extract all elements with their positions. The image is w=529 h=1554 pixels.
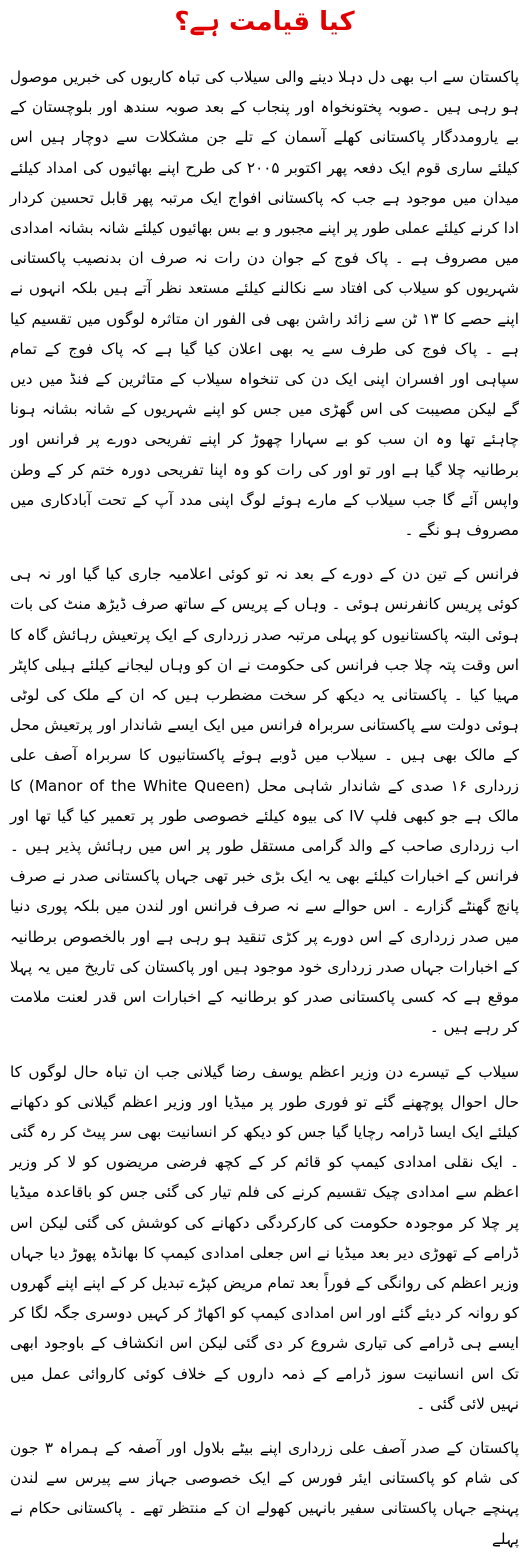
article-paragraph-2: فرانس کے تین دن کے دورے کے بعد نہ تو کوئی اعلامیہ جاری کیا گیا اور نہ ہی کوئی پریس کانفرنس ہوئی ۔ وہاں کے پریس کے ساتھ صرف ڈیڑھ منٹ کی بات ہوئی البتہ پاکستانیوں کو پہلی مرتبہ صدر زرداری کے ایک پرتعیش رہائش گاہ کا اس وقت پتہ چلا جب فرانس کی حکومت نے ان کو وہاں لیجانے کیلئے ہیلی کاپٹر مہیا کیا ۔ پاکستانی یہ دیکھ کر سخت مضطرب ہیں کہ ان کے ملک کی لوٹی ہوئی دولت سے پاکستانی سربراہ فرانس میں ایک ایسے شاندار اور پرتعیش محل کے مالک بھی ہیں ۔ سیلاب میں ڈوبے ہوئے پاکستانیوں کا سربراہ آصف علی زرداری ۱۶ صدی کے شاندار شاہی محل (Manor of the White Queen) کا مالک ہے جو کبھی فلپ IV کی بیوہ کیلئے خصوصی طور پر تعمیر کیا گیا تھا اور اب زرداری صاحب کے والد گرامی مستقل طور پر اس میں رہائش پذیر ہیں ۔ فرانس کے اخبارات کیلئے بھی یہ ایک بڑی خبر تھی جہاں پاکستانی صدر نے صرف پانچ گھنٹے گزارے ۔ اس حوالے سے نہ صرف فرانس اور لندن میں بلکہ پوری دنیا میں صدر زرداری کے اس دورے پر کڑی تنقید ہو رہی ہے اور بالخصوص برطانیہ کے اخبارات جہاں صدر زرداری خود موجود ہیں اور پاکستان کی تاریخ میں یہ پہلا موقع ہے کہ کسی پاکستانی صدر کو برطانیہ کے اخبارات اس قدر لعنت ملامت کر رہے ہیں ۔ [10, 565, 519, 1037]
article-paragraph-1: پاکستان سے اب بھی دل دہلا دینے والی سیلاب کی تباہ کاریوں کی خبریں موصول ہو رہی ہیں ۔صوبہ پختونخواہ اور پنجاب کے بعد صوبہ سندھ اور بلوچستان کے بے یارومددگار پاکستانی کھلے آسمان کے تلے جن مشکلات سے دوچار ہیں اس کیلئے ساری قوم ایک دفعہ پھر اکتوبر ۲۰۰۵ کی طرح اپنے بھائیوں کی امداد کیلئے میدان میں موجود ہے جب کہ پاکستانی افواج ایک مرتبہ پھر قابل تحسین کردار ادا کرنے کیلئے عملی طور پر اپنے مجبور و بے بس بھائیوں کیلئے شانہ بشانہ امدادی میں مصروف ہے ۔ پاک فوج کے جوان دن رات نہ صرف ان بدنصیب پاکستانی شہریوں کو سیلاب کی افتاد سے نکالنے کیلئے مستعد نظر آتے ہیں بلکہ انہوں نے اپنے حصے کا ۱۳ ٹن سے زائد راشن بھی فی الفور ان متاثرہ لوگوں میں تقسیم کیا ہے ۔ پاک فوج کی طرف سے یہ بھی اعلان کیا گیا ہے کہ پاک فوج کے تمام سپاہی اور افسران اپنی ایک دن کی تنخواہ سیلاب کے متاثرین کے فنڈ میں دیں گے لیکن مصیبت کی اس گھڑی میں جس کو اپنے شہریوں کے شانہ بشانہ ہونا چاہئے تھا وہ ان سب کو بے سہارا چھوڑ کر اپنے تفریحی دورے پر فرانس اور برطانیہ چلا گیا ہے اور تو اور کی رات کو وہ اپنا تفریحی دورہ ختم کر کے وطن واپس آئے گا جب سیلاب کے مارے ہوئے لوگ اپنی مدد آپ کے تحت آبادکاری میں مصروف ہو نگے ۔ [10, 68, 519, 540]
article-paragraph-4: پاکستان کے صدر آصف علی زرداری اپنے بیٹے بلاول اور آصفہ کے ہمراہ ۳ جون کی شام کو پاکستانی ایئر فورس کے ایک خصوصی جہاز سے پیرس سے لندن پہنچے جہاں پاکستانی سفیر بانہیں کھولے ان کے منتظر تھے ۔ پاکستانی حکام نے پہلے [10, 1438, 519, 1548]
article-paragraph-3: سیلاب کے تیسرے دن وزیر اعظم یوسف رضا گیلانی جب ان تباہ حال لوگوں کا حال احوال پوچھنے گئے تو فوری طور پر میڈیا اور وزیر اعظم گیلانی کو دکھانے کیلئے ایک ایسا ڈرامہ رچایا گیا جس کو دیکھ کر انسانیت بھی سر پیٹ کر رہ گئی ۔ ایک نقلی امدادی کیمپ کو قائم کر کے کچھ فرضی مریضوں کو لا کر وزیر اعظم سے امدادی چیک تقسیم کرنے کی فلم تیار کی گئی جس کو باقاعدہ میڈیا پر چلا کر موجودہ حکومت کی کارکردگی دکھانے کی کوشش کی گئی لیکن اس ڈرامے کے تھوڑی دیر بعد میڈیا نے اس جعلی امدادی کیمپ کا بھانڈہ پھوڑ دیا جہاں وزیر اعظم کی روانگی کے فوراً بعد تمام مریض کپڑے تبدیل کر کے اپنے اپنے گھروں کو روانہ کر دیئے گئے اور اس امدادی کیمپ کو اکھاڑ کر کہیں دوسری جگہ لگا کر ایسے ہی ڈرامے کی تیاری شروع کر دی گئی لیکن اس انکشاف کے باوجود ابھی تک اس انسانیت سوز ڈرامے کے ذمہ داروں کے خلاف کوئی کاروائی عمل میں نہیں لائی گئی ۔ [10, 1062, 519, 1413]
article-title: کیا قیامت ہے؟ [174, 7, 355, 37]
